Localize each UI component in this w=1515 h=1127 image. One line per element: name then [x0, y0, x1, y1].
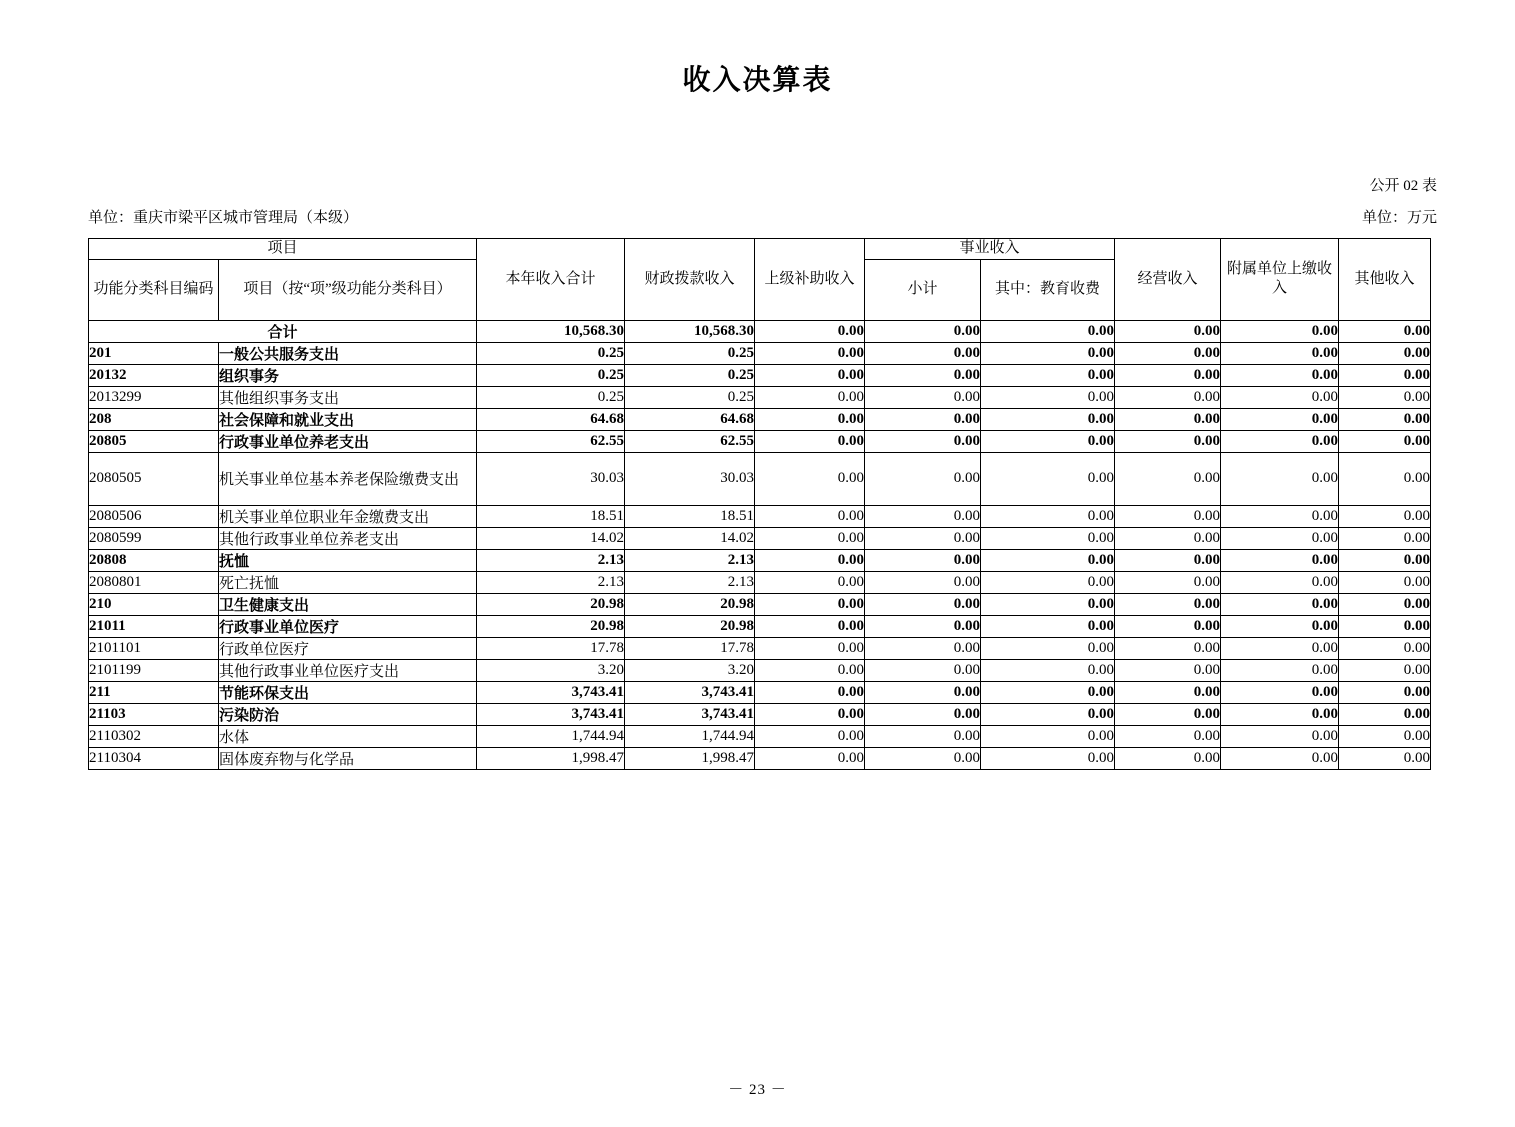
row-value-3: 0.00	[865, 615, 981, 637]
row-value-1: 1,998.47	[625, 747, 755, 769]
row-name: 水体	[219, 725, 477, 747]
table-row	[89, 452, 1431, 505]
row-value-3: 0.00	[865, 659, 981, 681]
row-value-1: 3,743.41	[625, 703, 755, 725]
row-value-0: 20.98	[477, 615, 625, 637]
row-value-2: 0.00	[755, 659, 865, 681]
row-value-3: 0.00	[865, 527, 981, 549]
row-value-3: 0.00	[865, 342, 981, 364]
row-name: 社会保障和就业支出	[219, 408, 477, 430]
table-row	[89, 659, 1431, 681]
table-row	[89, 571, 1431, 593]
row-name: 机关事业单位基本养老保险缴费支出	[219, 452, 477, 505]
row-value-7: 0.00	[1339, 615, 1431, 637]
row-code: 21011	[89, 615, 219, 637]
row-value-3: 0.00	[865, 571, 981, 593]
row-name: 卫生健康支出	[219, 593, 477, 615]
total-row-value-5: 0.00	[1115, 320, 1221, 342]
unit-label: 单位：重庆市梁平区城市管理局（本级）	[88, 210, 359, 226]
row-value-5: 0.00	[1115, 386, 1221, 408]
row-value-1: 3,743.41	[625, 681, 755, 703]
row-code: 208	[89, 408, 219, 430]
row-value-1: 14.02	[625, 527, 755, 549]
row-value-4: 0.00	[981, 681, 1115, 703]
row-value-3: 0.00	[865, 430, 981, 452]
row-code: 210	[89, 593, 219, 615]
row-value-4: 0.00	[981, 615, 1115, 637]
total-row-value-4: 0.00	[981, 320, 1115, 342]
table-row-total	[89, 320, 1431, 342]
row-value-6: 0.00	[1221, 452, 1339, 505]
row-name: 一般公共服务支出	[219, 342, 477, 364]
row-value-3: 0.00	[865, 747, 981, 769]
row-value-4: 0.00	[981, 430, 1115, 452]
row-value-5: 0.00	[1115, 505, 1221, 527]
row-value-4: 0.00	[981, 725, 1115, 747]
row-value-1: 0.25	[625, 364, 755, 386]
row-value-6: 0.00	[1221, 637, 1339, 659]
row-value-3: 0.00	[865, 505, 981, 527]
table-row	[89, 430, 1431, 452]
row-value-7: 0.00	[1339, 593, 1431, 615]
row-value-5: 0.00	[1115, 549, 1221, 571]
row-value-6: 0.00	[1221, 571, 1339, 593]
table-row	[89, 637, 1431, 659]
row-name: 固体废弃物与化学品	[219, 747, 477, 769]
row-value-4: 0.00	[981, 408, 1115, 430]
total-row-value-3: 0.00	[865, 320, 981, 342]
row-value-3: 0.00	[865, 386, 981, 408]
row-value-1: 3.20	[625, 659, 755, 681]
row-value-6: 0.00	[1221, 430, 1339, 452]
row-value-7: 0.00	[1339, 703, 1431, 725]
row-value-0: 0.25	[477, 364, 625, 386]
row-value-3: 0.00	[865, 364, 981, 386]
budget-table-wrapper	[88, 238, 1430, 770]
row-value-2: 0.00	[755, 747, 865, 769]
header-col-subtotal: 小计	[865, 259, 981, 320]
row-value-7: 0.00	[1339, 659, 1431, 681]
row-value-7: 0.00	[1339, 549, 1431, 571]
row-value-1: 18.51	[625, 505, 755, 527]
total-row-label: 合计	[89, 320, 477, 342]
row-value-5: 0.00	[1115, 364, 1221, 386]
total-row-value-7: 0.00	[1339, 320, 1431, 342]
row-value-6: 0.00	[1221, 747, 1339, 769]
row-value-5: 0.00	[1115, 593, 1221, 615]
row-value-6: 0.00	[1221, 593, 1339, 615]
meta-row	[88, 206, 1437, 227]
row-value-1: 30.03	[625, 452, 755, 505]
row-value-6: 0.00	[1221, 703, 1339, 725]
row-value-2: 0.00	[755, 549, 865, 571]
row-value-2: 0.00	[755, 703, 865, 725]
row-value-5: 0.00	[1115, 452, 1221, 505]
row-value-5: 0.00	[1115, 659, 1221, 681]
row-code: 2080599	[89, 527, 219, 549]
row-name: 抚恤	[219, 549, 477, 571]
header-col-name: 项目（按“项”级功能分类科目）	[219, 259, 477, 320]
row-value-0: 0.25	[477, 342, 625, 364]
row-value-4: 0.00	[981, 571, 1115, 593]
row-value-0: 17.78	[477, 637, 625, 659]
row-value-5: 0.00	[1115, 725, 1221, 747]
row-value-5: 0.00	[1115, 571, 1221, 593]
row-value-6: 0.00	[1221, 725, 1339, 747]
header-col-total: 本年收入合计	[477, 239, 625, 321]
table-row	[89, 747, 1431, 769]
row-value-1: 64.68	[625, 408, 755, 430]
table-row	[89, 593, 1431, 615]
row-value-0: 3,743.41	[477, 681, 625, 703]
row-value-2: 0.00	[755, 615, 865, 637]
row-value-0: 1,998.47	[477, 747, 625, 769]
row-name: 行政事业单位医疗	[219, 615, 477, 637]
row-code: 20805	[89, 430, 219, 452]
row-value-2: 0.00	[755, 408, 865, 430]
row-value-2: 0.00	[755, 571, 865, 593]
row-name: 行政事业单位养老支出	[219, 430, 477, 452]
row-value-7: 0.00	[1339, 430, 1431, 452]
header-col-other: 其他收入	[1339, 239, 1431, 321]
row-code: 2101199	[89, 659, 219, 681]
row-value-7: 0.00	[1339, 505, 1431, 527]
row-value-2: 0.00	[755, 725, 865, 747]
row-value-4: 0.00	[981, 386, 1115, 408]
row-code: 21103	[89, 703, 219, 725]
row-value-3: 0.00	[865, 703, 981, 725]
row-code: 201	[89, 342, 219, 364]
row-value-0: 64.68	[477, 408, 625, 430]
row-code: 20132	[89, 364, 219, 386]
row-value-6: 0.00	[1221, 364, 1339, 386]
row-value-7: 0.00	[1339, 637, 1431, 659]
row-value-0: 62.55	[477, 430, 625, 452]
row-value-7: 0.00	[1339, 571, 1431, 593]
row-value-5: 0.00	[1115, 430, 1221, 452]
row-value-3: 0.00	[865, 593, 981, 615]
table-row	[89, 342, 1431, 364]
row-value-6: 0.00	[1221, 408, 1339, 430]
row-value-2: 0.00	[755, 593, 865, 615]
table-body	[89, 320, 1431, 769]
row-value-7: 0.00	[1339, 681, 1431, 703]
row-name: 死亡抚恤	[219, 571, 477, 593]
row-value-0: 2.13	[477, 549, 625, 571]
row-value-5: 0.00	[1115, 747, 1221, 769]
row-value-4: 0.00	[981, 364, 1115, 386]
row-value-3: 0.00	[865, 452, 981, 505]
row-code: 2080801	[89, 571, 219, 593]
row-value-1: 2.13	[625, 549, 755, 571]
row-value-0: 2.13	[477, 571, 625, 593]
row-value-4: 0.00	[981, 637, 1115, 659]
row-value-1: 0.25	[625, 386, 755, 408]
row-value-4: 0.00	[981, 703, 1115, 725]
row-value-5: 0.00	[1115, 408, 1221, 430]
header-col-fiscal: 财政拨款收入	[625, 239, 755, 321]
row-code: 2013299	[89, 386, 219, 408]
row-value-4: 0.00	[981, 342, 1115, 364]
row-value-7: 0.00	[1339, 342, 1431, 364]
row-value-0: 3.20	[477, 659, 625, 681]
header-col-attached: 附属单位上缴收入	[1221, 239, 1339, 321]
row-value-5: 0.00	[1115, 703, 1221, 725]
row-value-6: 0.00	[1221, 505, 1339, 527]
header-group-item: 项目	[89, 239, 477, 260]
amount-unit-label: 单位：万元	[1361, 210, 1437, 226]
row-value-1: 1,744.94	[625, 725, 755, 747]
row-name: 其他行政事业单位医疗支出	[219, 659, 477, 681]
header-col-education-fee: 其中：教育收费	[981, 259, 1115, 320]
row-value-6: 0.00	[1221, 342, 1339, 364]
row-value-6: 0.00	[1221, 527, 1339, 549]
row-value-7: 0.00	[1339, 747, 1431, 769]
table-row	[89, 681, 1431, 703]
row-value-4: 0.00	[981, 593, 1115, 615]
row-code: 211	[89, 681, 219, 703]
row-code: 2110302	[89, 725, 219, 747]
row-value-4: 0.00	[981, 527, 1115, 549]
row-name: 污染防治	[219, 703, 477, 725]
row-value-2: 0.00	[755, 527, 865, 549]
table-row	[89, 703, 1431, 725]
row-value-1: 0.25	[625, 342, 755, 364]
header-row-1	[89, 239, 1431, 260]
row-name: 节能环保支出	[219, 681, 477, 703]
row-name: 机关事业单位职业年金缴费支出	[219, 505, 477, 527]
row-value-2: 0.00	[755, 386, 865, 408]
table-row	[89, 364, 1431, 386]
total-row-value-2: 0.00	[755, 320, 865, 342]
row-value-3: 0.00	[865, 725, 981, 747]
row-value-2: 0.00	[755, 505, 865, 527]
row-code: 20808	[89, 549, 219, 571]
row-value-6: 0.00	[1221, 659, 1339, 681]
row-value-3: 0.00	[865, 637, 981, 659]
row-code: 2080506	[89, 505, 219, 527]
row-name: 其他行政事业单位养老支出	[219, 527, 477, 549]
row-value-7: 0.00	[1339, 527, 1431, 549]
table-header	[89, 239, 1431, 321]
header-col-superior: 上级补助收入	[755, 239, 865, 321]
table-row	[89, 408, 1431, 430]
row-value-2: 0.00	[755, 681, 865, 703]
row-value-1: 2.13	[625, 571, 755, 593]
row-value-1: 20.98	[625, 615, 755, 637]
document-page	[0, 58, 1515, 1127]
row-value-4: 0.00	[981, 549, 1115, 571]
row-value-6: 0.00	[1221, 386, 1339, 408]
row-value-0: 0.25	[477, 386, 625, 408]
row-value-6: 0.00	[1221, 549, 1339, 571]
row-code: 2080505	[89, 452, 219, 505]
row-value-0: 18.51	[477, 505, 625, 527]
table-row	[89, 527, 1431, 549]
row-value-3: 0.00	[865, 681, 981, 703]
row-value-7: 0.00	[1339, 364, 1431, 386]
table-row	[89, 505, 1431, 527]
row-value-6: 0.00	[1221, 681, 1339, 703]
row-value-4: 0.00	[981, 505, 1115, 527]
row-name: 其他组织事务支出	[219, 386, 477, 408]
row-value-5: 0.00	[1115, 637, 1221, 659]
row-value-0: 20.98	[477, 593, 625, 615]
row-value-5: 0.00	[1115, 615, 1221, 637]
row-value-7: 0.00	[1339, 725, 1431, 747]
row-value-5: 0.00	[1115, 342, 1221, 364]
row-name: 组织事务	[219, 364, 477, 386]
row-value-2: 0.00	[755, 364, 865, 386]
row-name: 行政单位医疗	[219, 637, 477, 659]
row-value-7: 0.00	[1339, 452, 1431, 505]
row-value-1: 20.98	[625, 593, 755, 615]
row-value-2: 0.00	[755, 342, 865, 364]
table-row	[89, 725, 1431, 747]
row-value-1: 62.55	[625, 430, 755, 452]
header-group-business-income: 事业收入	[865, 239, 1115, 260]
row-value-5: 0.00	[1115, 527, 1221, 549]
row-value-0: 14.02	[477, 527, 625, 549]
page-number: － 23 －	[728, 1082, 787, 1098]
row-value-4: 0.00	[981, 452, 1115, 505]
row-value-0: 30.03	[477, 452, 625, 505]
row-value-2: 0.00	[755, 430, 865, 452]
row-value-0: 1,744.94	[477, 725, 625, 747]
income-final-accounts-table	[88, 238, 1431, 770]
header-col-code: 功能分类科目编码	[89, 259, 219, 320]
row-code: 2101101	[89, 637, 219, 659]
form-number: 公开 02 表	[1369, 178, 1437, 194]
total-row-value-0: 10,568.30	[477, 320, 625, 342]
row-value-4: 0.00	[981, 747, 1115, 769]
row-value-5: 0.00	[1115, 681, 1221, 703]
row-value-7: 0.00	[1339, 386, 1431, 408]
row-code: 2110304	[89, 747, 219, 769]
row-value-1: 17.78	[625, 637, 755, 659]
row-value-7: 0.00	[1339, 408, 1431, 430]
row-value-3: 0.00	[865, 549, 981, 571]
table-row	[89, 549, 1431, 571]
row-value-2: 0.00	[755, 452, 865, 505]
row-value-0: 3,743.41	[477, 703, 625, 725]
header-col-operating: 经营收入	[1115, 239, 1221, 321]
row-value-6: 0.00	[1221, 615, 1339, 637]
page-title: 收入决算表	[682, 65, 833, 96]
table-row	[89, 386, 1431, 408]
total-row-value-6: 0.00	[1221, 320, 1339, 342]
total-row-value-1: 10,568.30	[625, 320, 755, 342]
row-value-4: 0.00	[981, 659, 1115, 681]
row-value-2: 0.00	[755, 637, 865, 659]
row-value-3: 0.00	[865, 408, 981, 430]
table-row	[89, 615, 1431, 637]
